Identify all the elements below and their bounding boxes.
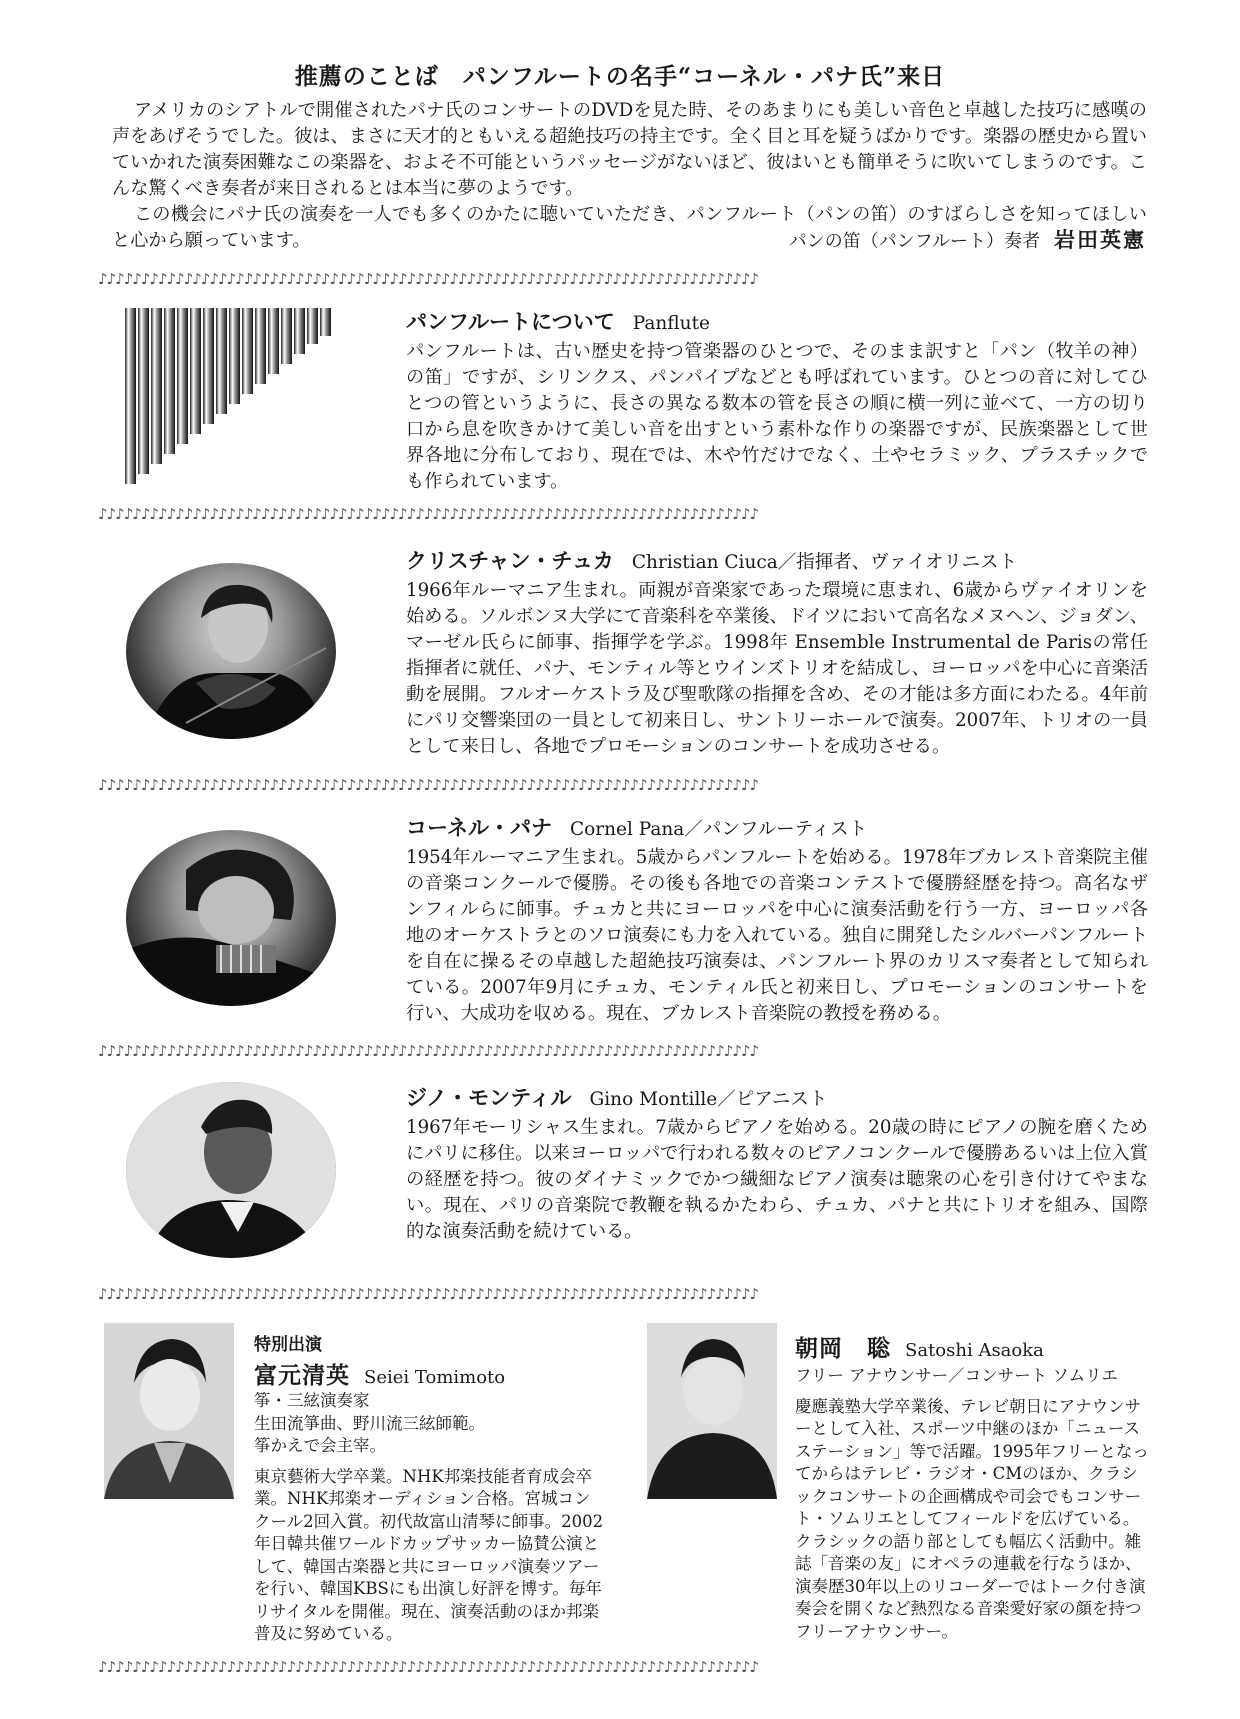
- ciuca-name-en: Christian Ciuca／指揮者、ヴァイオリニスト: [631, 552, 1018, 573]
- montille-heading: [406, 1082, 827, 1112]
- pana-heading: [406, 812, 867, 842]
- asaoka-name: [795, 1330, 1155, 1363]
- page-title: 推薦のことば パンフルートの名手“コーネル・パナ氏”来日: [294, 63, 946, 90]
- pianist-photo-icon: [126, 1082, 336, 1258]
- pana-portrait: [126, 830, 336, 1006]
- violinist-photo-icon: [126, 563, 336, 739]
- tomimoto-name: [254, 1357, 614, 1390]
- note-divider: ♪♪♪♪♪♪♪♪♪♪♪♪♪♪♪♪♪♪♪♪♪♪♪♪♪♪♪♪♪♪♪♪♪♪♪♪♪♪♪♪♪♪♪♪♪♪♪♪♪♪♪♪♪♪♪♪♪♪♪♪♪♪♪♪♪♪♪♪♪♪♪♪♪♪♪♪♪: [98, 1658, 759, 1676]
- man-portrait-icon: [647, 1323, 777, 1499]
- note-divider: ♪♪♪♪♪♪♪♪♪♪♪♪♪♪♪♪♪♪♪♪♪♪♪♪♪♪♪♪♪♪♪♪♪♪♪♪♪♪♪♪♪♪♪♪♪♪♪♪♪♪♪♪♪♪♪♪♪♪♪♪♪♪♪♪♪♪♪♪♪♪♪♪♪♪♪♪♪: [98, 505, 759, 523]
- woman-portrait-icon: [104, 1323, 234, 1499]
- note-divider: ♪♪♪♪♪♪♪♪♪♪♪♪♪♪♪♪♪♪♪♪♪♪♪♪♪♪♪♪♪♪♪♪♪♪♪♪♪♪♪♪♪♪♪♪♪♪♪♪♪♪♪♪♪♪♪♪♪♪♪♪♪♪♪♪♪♪♪♪♪♪♪♪♪♪♪♪♪: [98, 270, 759, 288]
- panflutist-photo-icon: [126, 830, 336, 1006]
- tomimoto-profile: [254, 1330, 614, 1646]
- tomimoto-name-en: Seiei Tomimoto: [364, 1367, 506, 1388]
- panflute-title-ja: パンフルートについて: [406, 309, 615, 334]
- montille-portrait: [126, 1082, 336, 1258]
- asaoka-name-en: Satoshi Asaoka: [905, 1340, 1044, 1361]
- tomimoto-name-ja: 富元清英: [254, 1362, 350, 1389]
- asaoka-profile: [795, 1330, 1155, 1643]
- pana-bio: 1954年ルーマニア生まれ。5歳からパンフルートを始める。1978年ブカレスト音楽院主催の音楽コンクールで優勝。その後も各地での音楽コンテストで優勝経歴を持つ。高名なザンフィルらに師事。チュカと共にヨーロッパを中心に演奏活動を行う一方、ヨーロッパ各地のオーケストラとのソロ演奏にも力を入れている。独自に開発したシルバーパンフルートを自在に操るその卓越した超絶技巧演奏は、パンフルート界のカリスマ奏者として知られている。2007年9月にチュカ、モンティル氏と初来日し、プロモーションのコンサートを行い、大成功を収める。現在、ブカレスト音楽院の教授を務める。: [406, 847, 1148, 1024]
- panflute-title-en: Panflute: [632, 313, 710, 334]
- asaoka-name-ja: 朝岡 聡: [795, 1335, 891, 1362]
- ciuca-portrait: [126, 563, 336, 739]
- intro-paragraph-2: この機会にパナ氏の演奏を一人でも多くのかたに聴いていただき、パンフルート（パンの笛）のすばらしさを知ってほしいと心から願っています。: [112, 204, 1147, 251]
- panflute-illustration: [123, 306, 343, 486]
- note-divider: ♪♪♪♪♪♪♪♪♪♪♪♪♪♪♪♪♪♪♪♪♪♪♪♪♪♪♪♪♪♪♪♪♪♪♪♪♪♪♪♪♪♪♪♪♪♪♪♪♪♪♪♪♪♪♪♪♪♪♪♪♪♪♪♪♪♪♪♪♪♪♪♪♪♪♪♪♪: [98, 776, 759, 794]
- montille-bio: 1967年モーリシャス生まれ。7歳からピアノを始める。20歳の時にピアノの腕を磨くためにパリに移住。以来ヨーロッパで行われる数々のピアノコンクールで優勝あるいは上位入賞の経歴を持つ。彼のダイナミックでかつ繊細なピアノ演奏は聴衆の心を引き付けてやまない。現在、パリの音楽院で教鞭を執るかたわら、チュカ、パナと共にトリオを組み、国際的な演奏活動を続けている。: [406, 1117, 1148, 1242]
- note-divider: ♪♪♪♪♪♪♪♪♪♪♪♪♪♪♪♪♪♪♪♪♪♪♪♪♪♪♪♪♪♪♪♪♪♪♪♪♪♪♪♪♪♪♪♪♪♪♪♪♪♪♪♪♪♪♪♪♪♪♪♪♪♪♪♪♪♪♪♪♪♪♪♪♪♪♪♪♪: [98, 1285, 759, 1303]
- special-guest-label: 特別出演: [254, 1335, 322, 1355]
- note-divider: ♪♪♪♪♪♪♪♪♪♪♪♪♪♪♪♪♪♪♪♪♪♪♪♪♪♪♪♪♪♪♪♪♪♪♪♪♪♪♪♪♪♪♪♪♪♪♪♪♪♪♪♪♪♪♪♪♪♪♪♪♪♪♪♪♪♪♪♪♪♪♪♪♪♪♪♪♪: [98, 1042, 759, 1060]
- intro-paragraph-1: アメリカのシアトルで開催されたパナ氏のコンサートのDVDを見た時、そのあまりにも美しい音色と卓越した技巧に感嘆の声をあげそうでした。彼は、まさに天才的ともいえる超絶技巧の持主です。全く目と耳を疑うばかりです。楽器の歴史から置いていかれた演奏困難なこの楽器を、およそ不可能というパッセージがないほど、彼はいとも簡単そうに吹いてしまうのです。こんな驚くべき奏者が来日されるとは本当に夢のようです。: [112, 100, 1147, 199]
- tomimoto-bio: 東京藝術大学卒業。NHK邦楽技能者育成会卒業。NHK邦楽オーディション合格。宮城コンクール2回入賞。初代故富山清琴に師事。2002年日韓共催ワールドカップサッカー協賛公演として、韓国古楽器と共にヨーロッパ演奏ツアーを行い、韓国KBSにも出演し好評を博す。毎年リサイタルを開催。現在、演奏活動のほか邦楽普及に努めている。: [254, 1466, 604, 1643]
- tomimoto-role-3: 筝かえで会主宰。: [254, 1436, 386, 1455]
- signature-name: 岩田英憲: [1054, 227, 1146, 252]
- tomimoto-role: 筝・三絃演奏家: [254, 1391, 370, 1410]
- asaoka-role: フリー アナウンサー／コンサート ソムリエ: [795, 1366, 1118, 1385]
- asaoka-bio: 慶應義塾大学卒業後、テレビ朝日にアナウンサーとして入社、スポーツ中継のほか「ニュースステーション」等で活躍。1995年フリーとなってからはテレビ・ラジオ・CMのほか、クラシックコンサートの企画構成や司会でもコンサート・ソムリエとしてフィールドを広げている。クラシックの語り部としても幅広く活動中。雑誌「音楽の友」にオペラの連載を行なうほか、演奏歴30年以上のリコーダーではトーク付き演奏会を開くなど熱烈なる音楽愛好家の顔を持つフリーアナウンサー。: [795, 1396, 1149, 1641]
- panflute-heading: [406, 306, 710, 336]
- pana-name-ja: コーネル・パナ: [406, 815, 552, 840]
- ciuca-heading: [406, 545, 1017, 575]
- montille-name-ja: ジノ・モンティル: [406, 1085, 572, 1110]
- montille-name-en: Gino Montille／ピアニスト: [589, 1089, 828, 1110]
- ciuca-bio: 1966年ルーマニア生まれ。両親が音楽家であった環境に恵まれ、6歳からヴァイオリンを始める。ソルボンヌ大学にて音楽科を卒業後、ドイツにおいて高名なメヌヘン、ジョダン、マーゼル氏らに師事、指揮学を学ぶ。1998年 Ensemble Instrumental de Parisの常任指揮者に就任、パナ、モンティル等とウインズトリオを結成し、ヨーロッパを中心に音楽活動を展開。フルオーケストラ及び聖歌隊の指揮を含め、その才能は多方面にわたる。4年前にパリ交響楽団の一員として初来日し、サントリーホールで演奏。2007年、トリオの一員として来日し、各地でプロモーションのコンサートを成功させる。: [406, 580, 1148, 757]
- signature: [789, 224, 1146, 254]
- signature-role: パンの笛（パンフルート）奏者: [788, 231, 1040, 252]
- pana-name-en: Cornel Pana／パンフルーティスト: [569, 819, 868, 840]
- asaoka-photo: [647, 1323, 777, 1499]
- panflute-pipes-icon: [123, 306, 343, 486]
- ciuca-name-ja: クリスチャン・チュカ: [406, 548, 614, 573]
- tomimoto-role-2: 生田流箏曲、野川流三絃師範。: [254, 1413, 485, 1433]
- tomimoto-photo: [104, 1323, 234, 1499]
- panflute-description: パンフルートは、古い歴史を持つ管楽器のひとつで、そのまま訳すと「パン（牧羊の神）の笛」ですが、シリンクス、パンパイプなどとも呼ばれています。ひとつの音に対してひとつの管というように、長さの異なる数本の管を長さの順に横一列に並べて、一方の切り口から息を吹きかけて美しい音を出すという素朴な作りの楽器ですが、民族楽器として世界各地に分布しており、現在では、木や竹だけでなく、土やセラミック、プラスチックでも作られています。: [406, 341, 1148, 492]
